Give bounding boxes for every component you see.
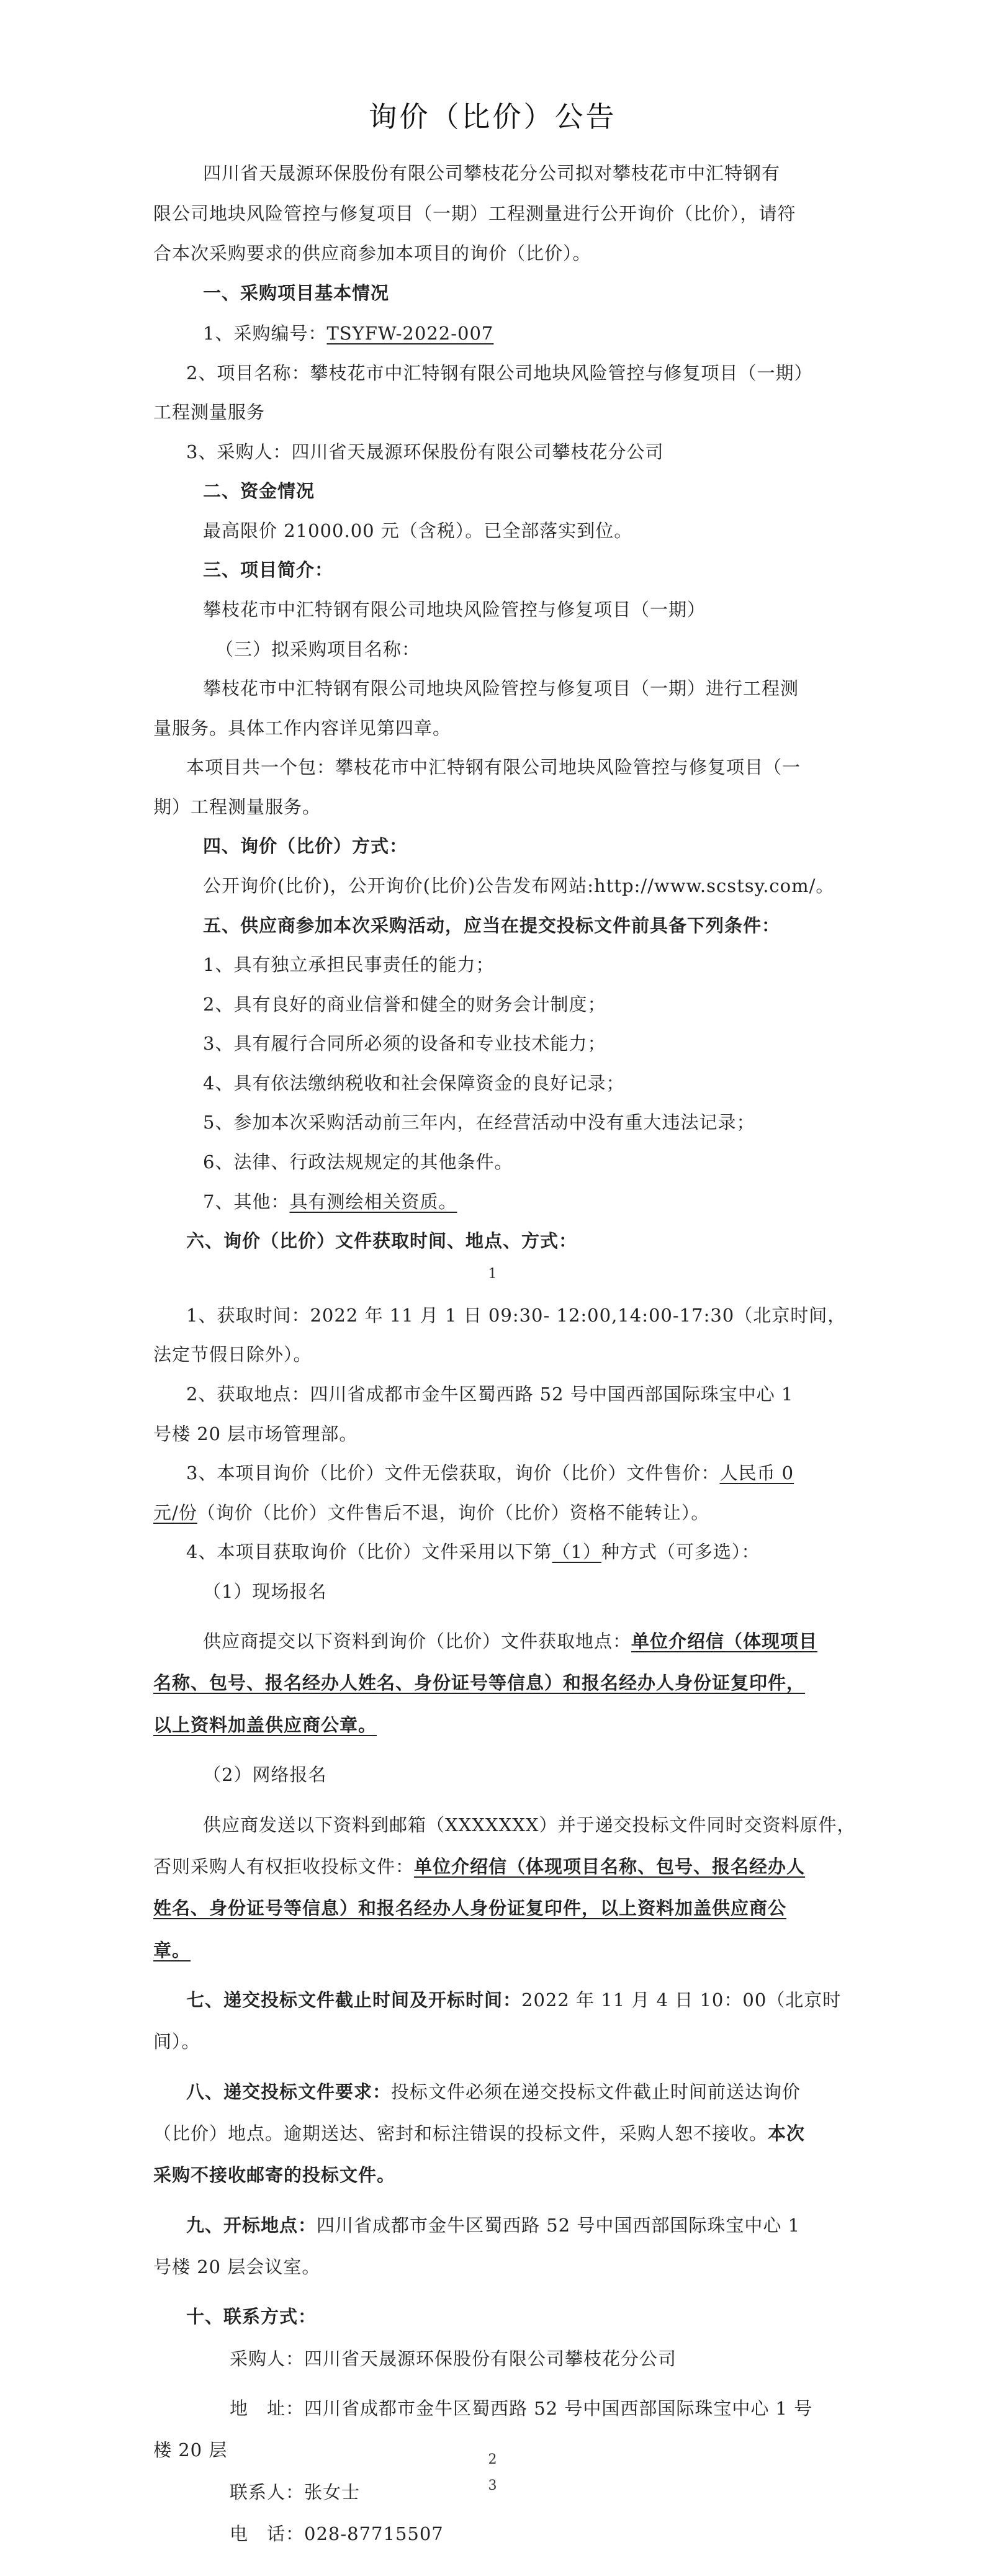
text-line (203, 1070, 624, 1095)
text-line (153, 1669, 805, 1695)
text-segment: 种方式（可多选）： (601, 1541, 760, 1562)
text-segment: 供应商发送以下资料到邮箱（XXXXXXX）并于递交投标文件同时交资料原件， (203, 1814, 856, 1835)
text-segment: （三）拟采购项目名称： (215, 639, 421, 660)
text-segment: 攀枝花市中汇特钢有限公司地块风险管控与修复项目（一期）进行工程测 (203, 678, 799, 699)
text-line (186, 438, 663, 464)
text-line (153, 1711, 377, 1737)
text-line (153, 2253, 320, 2279)
text-segment: 号楼 20 层市场管理部。 (153, 1423, 358, 1444)
text-segment: 姓名、身份证号等信息）和报名经办人身份证复印件，以上资料加盖供应商公 (153, 1898, 787, 1919)
text-segment: 7、其他： (203, 1191, 290, 1212)
text-segment: 4、本项目获取询价（比价）文件采用以下第 (186, 1541, 552, 1562)
text-segment: 章。 (153, 1940, 191, 1961)
text-segment: 本项目共一个包：攀枝花市中汇特钢有限公司地块风险管控与修复项目（一 (186, 757, 801, 778)
text-line (186, 1538, 760, 1564)
text-line (203, 1030, 606, 1055)
text-line (186, 1227, 577, 1253)
text-segment: 三、项目简介： (203, 559, 334, 580)
text-segment: 八、递交投标文件要求： (186, 2081, 392, 2102)
text-segment: （2）网络报名 (203, 1764, 327, 1785)
text-line (203, 872, 834, 898)
text-line (186, 2212, 800, 2237)
text-line (215, 636, 420, 661)
text-line (153, 1341, 312, 1366)
text-segment: 1、采购编号： (203, 323, 327, 344)
text-segment: 采购人：四川省天晟源环保股份有限公司攀枝花分公司 (230, 2348, 677, 2369)
text-line (153, 1937, 191, 1962)
text-line (203, 279, 389, 305)
text-segment: 3、具有履行合同所必须的设备和专业技术能力； (203, 1033, 606, 1054)
text-segment: 公开询价(比价)，公开询价(比价)公告发布网站:http://www.scstsy.com/。 (203, 875, 835, 896)
text-line (186, 754, 801, 779)
text-segment: 单位介绍信（体现项目 (631, 1631, 818, 1652)
text-line (230, 2520, 444, 2546)
text-line (186, 2303, 317, 2328)
text-segment: 五、供应商参加本次采购活动，应当在提交投标文件前具备下列条件： (203, 915, 781, 936)
text-line (203, 1109, 755, 1134)
text-segment: 六、询价（比价）文件获取时间、地点、方式： (186, 1230, 578, 1251)
text-line (203, 517, 632, 543)
text-segment: 间）。 (153, 2031, 200, 2052)
text-segment: 名称、包号、报名经办人姓名、身份证号等信息）和报名经办人身份证复印件， (153, 1672, 806, 1693)
text-line (153, 2028, 200, 2053)
text-line (203, 991, 606, 1016)
page-number: 3 (488, 2478, 497, 2493)
text-segment: 法定节假日除外）。 (153, 1344, 312, 1365)
text-segment: （比价）地点。逾期送达、密封和标注错误的投标文件，采购人恕不接收。 (153, 2123, 768, 2144)
text-line (153, 793, 321, 819)
text-segment: 四川省成都市金牛区蜀西路 52 号中国西部国际珠宝中心 1 (317, 2215, 801, 2236)
text-segment: 具有测绘相关资质。 (289, 1191, 457, 1212)
text-line (153, 2120, 805, 2145)
page-number: 1 (488, 1266, 497, 1282)
text-segment: （询价（比价）文件售后不退，询价（比价）资格不能转让）。 (197, 1502, 710, 1523)
text-segment: 十、联系方式： (186, 2306, 317, 2327)
text-line (153, 714, 451, 740)
text-line (203, 951, 494, 976)
text-line (203, 1628, 817, 1653)
text-line (186, 2078, 801, 2104)
text-segment: 1、具有独立承担民事责任的能力； (203, 954, 495, 975)
text-line (153, 399, 265, 424)
text-segment: （1）现场报名 (203, 1581, 327, 1602)
page-number: 2 (488, 2452, 497, 2467)
text-segment: 限公司地块风险管控与修复项目（一期）工程测量进行公开询价（比价），请符 (153, 203, 796, 224)
text-line (230, 2345, 677, 2371)
text-line (203, 1811, 856, 1837)
text-line (230, 2395, 812, 2420)
text-segment: 七、递交投标文件截止时间及开标时间： (186, 1989, 522, 2011)
text-segment: 人民币 0 (719, 1462, 794, 1484)
text-segment: 四、询价（比价）方式： (203, 835, 408, 857)
text-line (153, 1894, 786, 1920)
text-line (153, 240, 591, 265)
text-line (153, 1853, 805, 1878)
text-segment: 本次 (768, 2123, 806, 2144)
text-line (203, 160, 780, 185)
text-segment: 6、法律、行政法规规定的其他条件。 (203, 1151, 513, 1173)
text-line (203, 556, 333, 582)
text-line (203, 1761, 326, 1786)
text-segment: 否则采购人有权拒收投标文件： (153, 1856, 415, 1877)
text-segment: 号楼 20 层会议室。 (153, 2256, 321, 2277)
text-segment: 期）工程测量服务。 (153, 796, 322, 817)
text-segment: 联系人：张女士 (230, 2482, 361, 2503)
text-line (203, 320, 493, 345)
text-line (203, 1578, 326, 1603)
text-segment: 量服务。具体工作内容详见第四章。 (153, 718, 452, 739)
text-segment: 元/份 (153, 1502, 197, 1523)
text-segment: 一、采购项目基本情况 (203, 282, 390, 304)
text-line (186, 1302, 846, 1327)
text-line (203, 912, 780, 937)
text-line (153, 1499, 709, 1524)
text-line (203, 1148, 513, 1174)
text-segment: 电 话：028-87715507 (230, 2523, 444, 2544)
text-segment: 攀枝花市中汇特钢有限公司地块风险管控与修复项目（一期） (203, 599, 706, 620)
text-line (203, 596, 706, 621)
text-segment: TSYFW-2022-007 (326, 323, 494, 344)
text-segment: 单位介绍信（体现项目名称、包号、报名经办人 (414, 1856, 806, 1877)
text-line (203, 1188, 457, 1214)
text-line (186, 1380, 793, 1406)
text-segment: 2、具有良好的商业信誉和健全的财务会计制度； (203, 994, 606, 1015)
text-segment: 工程测量服务 (153, 402, 266, 423)
text-segment: 二、资金情况 (203, 480, 315, 502)
text-line (186, 1986, 841, 2012)
text-segment: 采购不接收邮寄的投标文件。 (153, 2164, 396, 2186)
text-line (153, 1420, 358, 1446)
text-segment: 1、获取时间：2022 年 11 月 1 日 09:30- 12:00,14:00-17:30（北京时间， (186, 1305, 847, 1326)
text-segment: 地 址：四川省成都市金牛区蜀西路 52 号中国西部国际珠宝中心 1 号 (230, 2398, 813, 2419)
text-segment: 以上资料加盖供应商公章。 (153, 1714, 377, 1736)
text-segment: 4、具有依法缴纳税收和社会保障资金的良好记录； (203, 1073, 625, 1094)
text-line (203, 832, 408, 858)
text-segment: 合本次采购要求的供应商参加本项目的询价（比价）。 (153, 243, 591, 264)
text-segment: 投标文件必须在递交投标文件截止时间前送达询价 (391, 2081, 801, 2102)
text-segment: 3、本项目询价（比价）文件无偿获取，询价（比价）文件售价： (186, 1462, 720, 1484)
text-line (186, 359, 812, 385)
text-segment: 2022 年 11 月 4 日 10：00（北京时 (521, 1989, 842, 2011)
text-segment: 3、采购人：四川省天晟源环保股份有限公司攀枝花分公司 (186, 441, 664, 462)
text-line (203, 675, 799, 700)
text-segment: 供应商提交以下资料到询价（比价）文件获取地点： (203, 1631, 632, 1652)
text-line (203, 477, 315, 503)
text-segment: 2、获取地点：四川省成都市金牛区蜀西路 52 号中国西部国际珠宝中心 1 (186, 1384, 794, 1405)
text-segment: 5、参加本次采购活动前三年内，在经营活动中没有重大违法记录； (203, 1112, 755, 1133)
text-segment: 最高限价 21000.00 元（含税）。已全部落实到位。 (203, 520, 633, 541)
text-line (186, 1459, 794, 1485)
page-title: 询价（比价）公告 (368, 100, 617, 133)
text-line (153, 2161, 395, 2187)
text-segment: 楼 20 层 (153, 2439, 228, 2461)
text-line (153, 200, 796, 225)
text-segment: 2、项目名称：攀枝花市中汇特钢有限公司地块风险管控与修复项目（一期） (186, 363, 813, 384)
text-segment: （1） (552, 1541, 601, 1562)
text-segment: 九、开标地点： (186, 2215, 317, 2236)
text-segment: 四川省天晟源环保股份有限公司攀枝花分公司拟对攀枝花市中汇特钢有 (203, 163, 781, 184)
